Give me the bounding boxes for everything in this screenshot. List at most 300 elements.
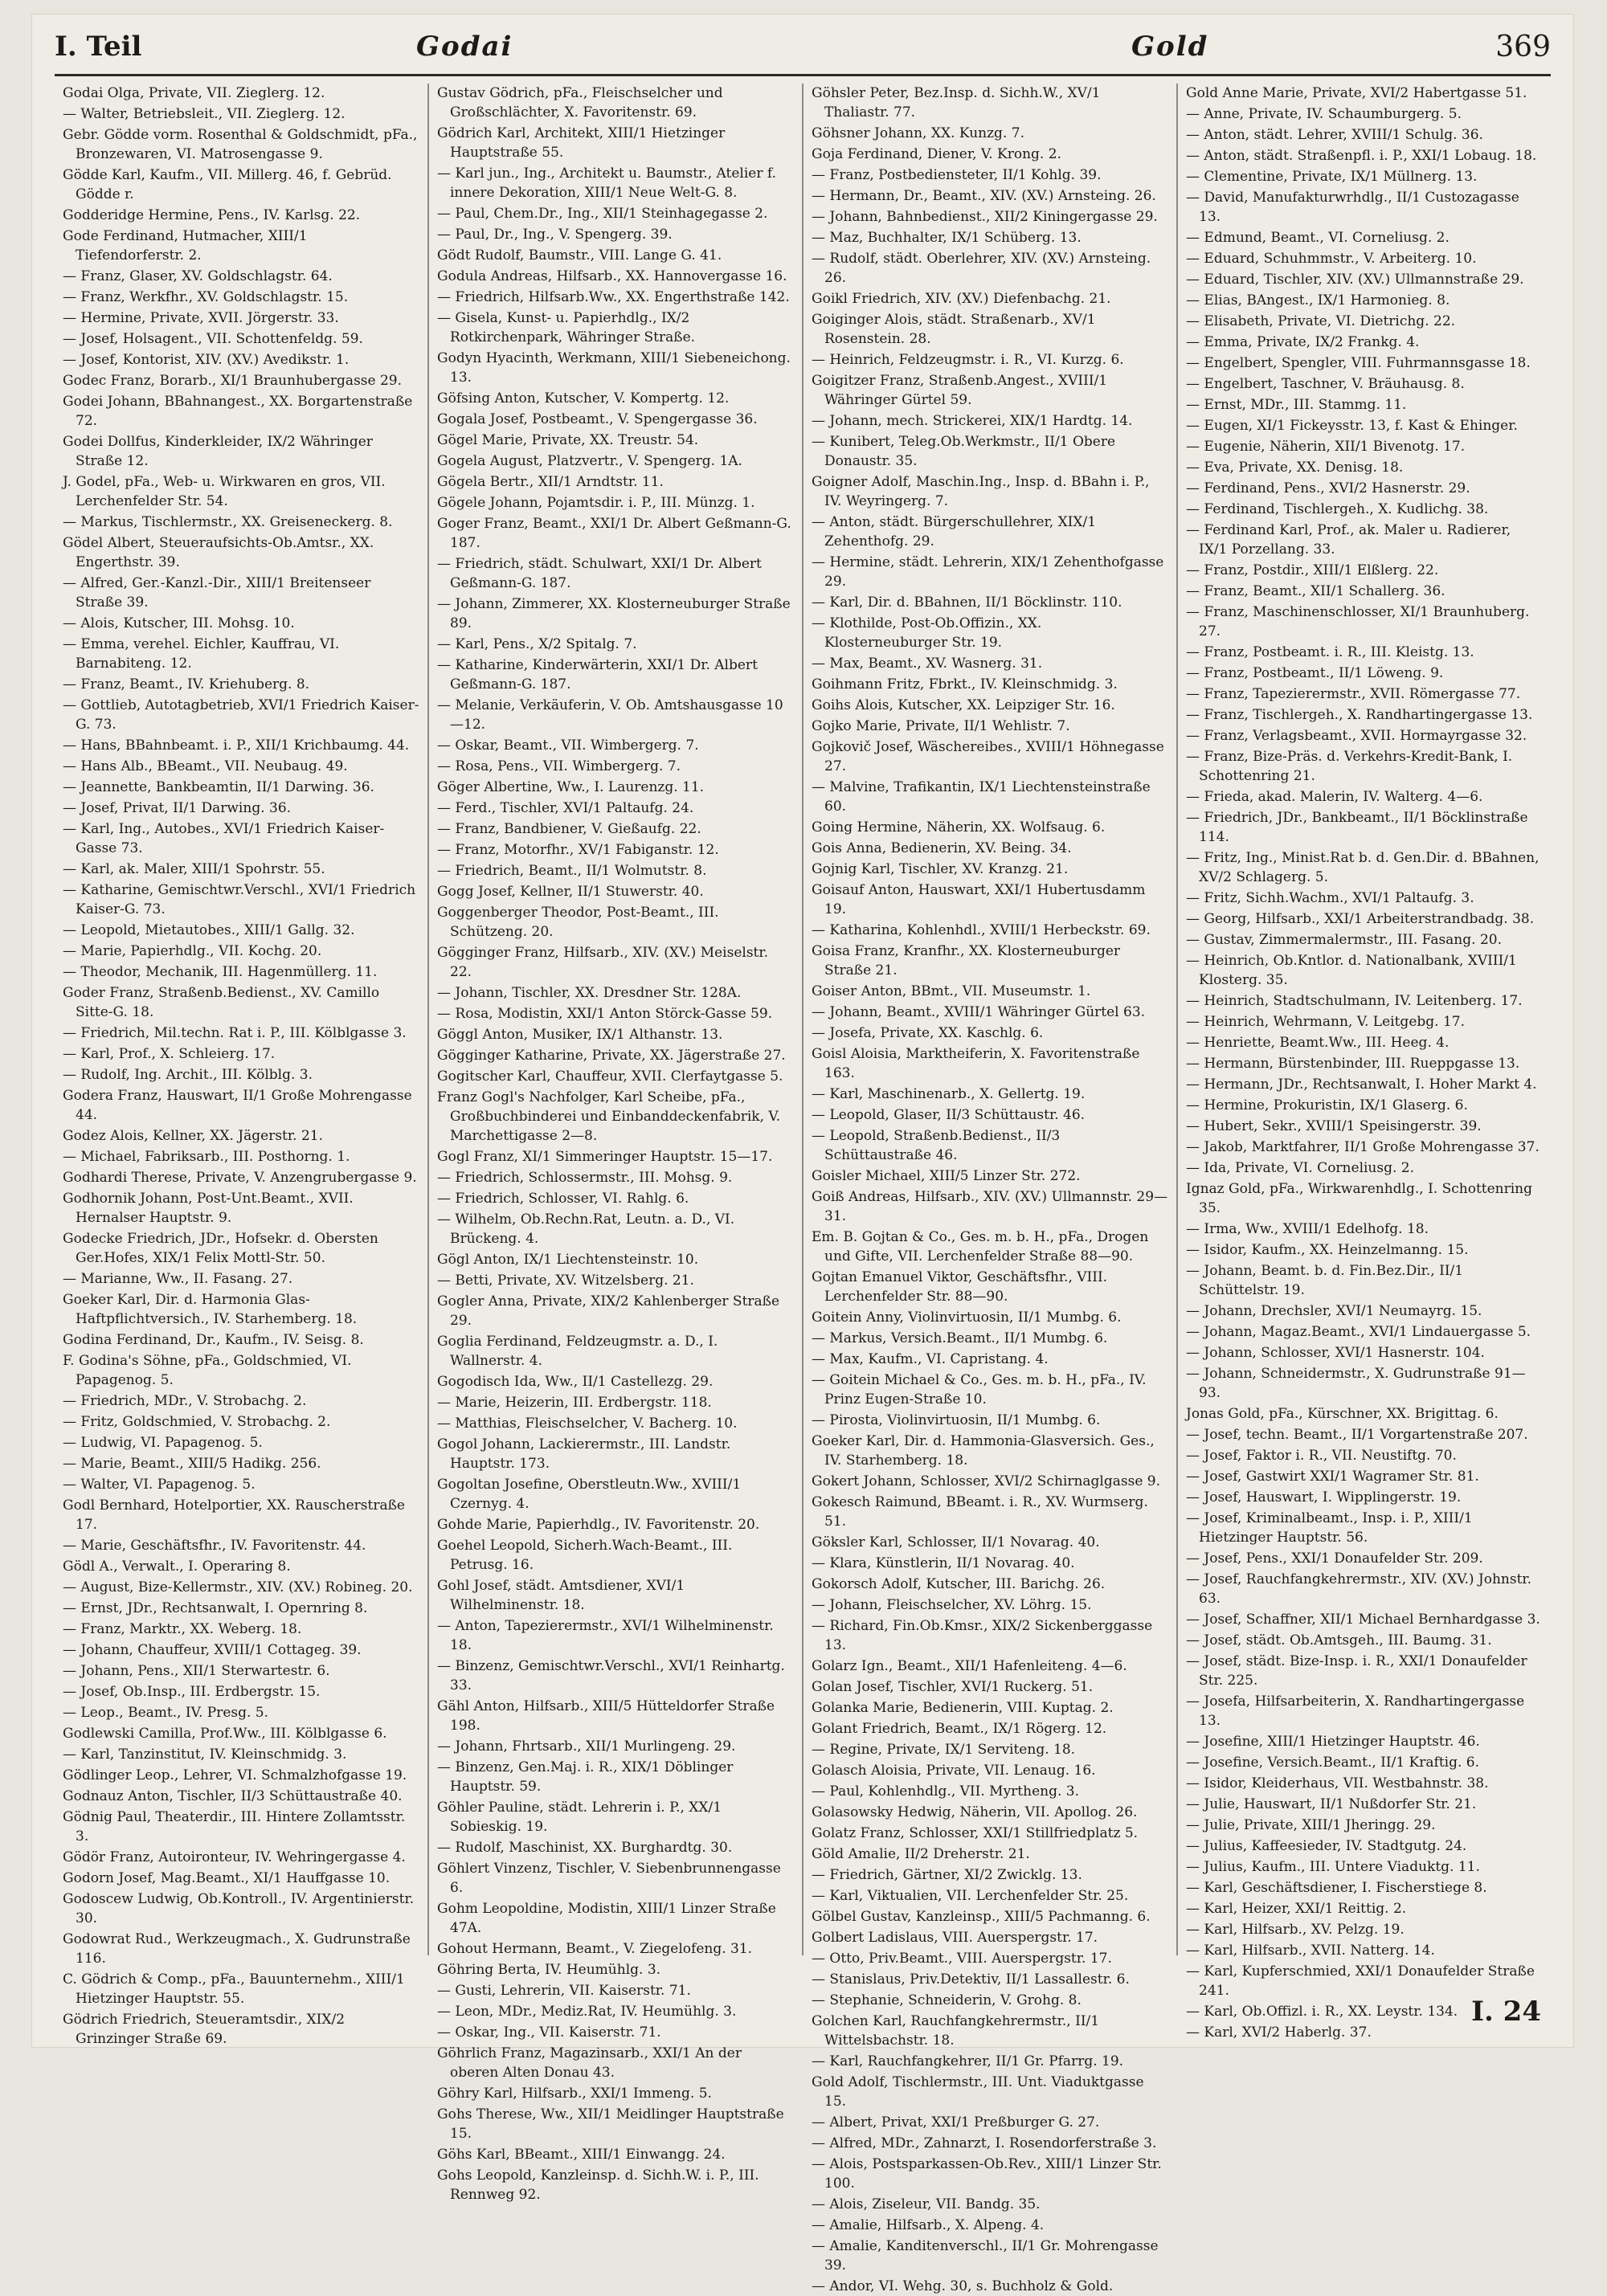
directory-entry: Göhler Pauline, städt. Lehrerin i. P., XX/1 Sobieskig. 19. <box>437 1800 722 1835</box>
directory-entry: — Josef, Ob.Insp., III. Erdbergstr. 15. <box>63 1684 321 1700</box>
directory-entry: Goigner Adolf, Maschin.Ing., Insp. d. BBahn i. P., IV. Weyringerg. 7. <box>812 474 1150 509</box>
header-running-head-left: Godai <box>416 31 513 63</box>
directory-entry: Golan Josef, Tischler, XVI/1 Ruckerg. 51. <box>812 1679 1094 1695</box>
directory-entry: — Markus, Tischlermstr., XX. Greiseneckerg. 8. <box>63 514 393 530</box>
directory-entry: Goiß Andreas, Hilfsarb., XIV. (XV.) Ullmannstr. 29—31. <box>812 1189 1168 1224</box>
directory-entry: — Eugen, XI/1 Fickeysstr. 13, f. Kast & Ehinger. <box>1186 418 1518 434</box>
directory-entry: — Binzenz, Gemischtwr.Verschl., XVI/1 Reinhartg. 33. <box>437 1658 785 1693</box>
directory-entry: — Josef, städt. Ob.Amtsgeh., III. Baumg. 31. <box>1186 1632 1492 1648</box>
directory-entry: — Friedrich, MDr., V. Strobachg. 2. <box>63 1393 307 1409</box>
directory-entry: Gode Ferdinand, Hutmacher, XIII/1 Tiefendorferstr. 2. <box>63 228 308 264</box>
directory-entry: — Hermine, städt. Lehrerin, XIX/1 Zehenthofgasse 29. <box>812 554 1164 590</box>
directory-entry: Gogol Johann, Lackierermstr., III. Landstr. Hauptstr. 173. <box>437 1436 731 1472</box>
directory-entry: — Betti, Private, XV. Witzelsberg. 21. <box>437 1273 694 1289</box>
directory-entry: Gödel Albert, Steueraufsichts-Ob.Amtsr., XX. Engerthstr. 39. <box>63 535 374 570</box>
directory-entry: Gähl Anton, Hilfsarb., XIII/5 Hütteldorfer Straße 198. <box>437 1698 775 1734</box>
directory-entry: — Ferdinand Karl, Prof., ak. Maler u. Radierer, IX/1 Porzellang. 33. <box>1186 522 1511 558</box>
directory-entry: — Amalie, Hilfsarb., X. Alpeng. 4. <box>812 2217 1045 2233</box>
directory-entry: — Franz, Motorfhr., XV/1 Fabiganstr. 12. <box>437 842 719 858</box>
directory-entry: Godowrat Rud., Werkzeugmach., X. Gudrunstraße 116. <box>63 1931 411 1967</box>
directory-entry: — Walter, VI. Papagenog. 5. <box>63 1477 256 1493</box>
directory-entry: Godyn Hyacinth, Werkmann, XIII/1 Siebeneichong. 13. <box>437 350 791 386</box>
directory-entry: — Hans Alb., BBeamt., VII. Neubaug. 49. <box>63 758 348 774</box>
directory-entry: Godoscew Ludwig, Ob.Kontroll., IV. Argentinierstr. 30. <box>63 1891 415 1926</box>
directory-entry: Goeker Karl, Dir. d. Harmonia Glas-Haftpflichtversich., IV. Starhemberg. 18. <box>63 1292 358 1327</box>
directory-entry: Göhlert Vinzenz, Tischler, V. Siebenbrunnengasse 6. <box>437 1861 781 1896</box>
directory-entry: Godecke Friedrich, JDr., Hofsekr. d. Obersten Ger.Hofes, XIX/1 Felix Mottl-Str. 50. <box>63 1231 378 1266</box>
directory-entry: — Anne, Private, IV. Schaumburgerg. 5. <box>1186 106 1462 122</box>
directory-entry: — Hermann, Dr., Beamt., XIV. (XV.) Arnsteing. 26. <box>812 188 1156 204</box>
directory-entry: — Isidor, Kaufm., XX. Heinzelmanng. 15. <box>1186 1242 1469 1258</box>
directory-entry: Goisl Aloisia, Marktheiferin, X. Favoritenstraße 163. <box>812 1046 1140 1081</box>
directory-entry: Gustav Gödrich, pFa., Fleischselcher und Großschlächter, X. Favoritenstr. 69. <box>437 85 723 121</box>
directory-entry: — Franz, Beamt., XII/1 Schallerg. 36. <box>1186 583 1445 599</box>
directory-entry: — Karl, Pens., X/2 Spitalg. 7. <box>437 636 637 652</box>
directory-entry: — Richard, Fin.Ob.Kmsr., XIX/2 Sickenberggasse 13. <box>812 1618 1153 1653</box>
directory-entry: — Karl, Viktualien, VII. Lerchenfelder Str. 25. <box>812 1888 1129 1904</box>
directory-entry: — Alois, Ziseleur, VII. Bandg. 35. <box>812 2196 1041 2212</box>
directory-entry: Godhardi Therese, Private, V. Anzengrubergasse 9. <box>63 1170 417 1186</box>
directory-entry: — Stanislaus, Priv.Detektiv, II/1 Lassallestr. 6. <box>812 1971 1130 1988</box>
directory-entry: — David, Manufakturwrhdlg., II/1 Custozagasse 13. <box>1186 190 1519 225</box>
directory-entry: — Albert, Privat, XXI/1 Preßburger G. 27. <box>812 2114 1100 2131</box>
directory-entry: — Eva, Private, XX. Denisg. 18. <box>1186 460 1404 476</box>
directory-entry: — Paul, Chem.Dr., Ing., XII/1 Steinhagegasse 2. <box>437 206 768 222</box>
directory-entry: — Franz, Postbeamt., II/1 Löweng. 9. <box>1186 665 1444 681</box>
directory-entry: — Ferdinand, Tischlergeh., X. Kudlichg. 38. <box>1186 501 1489 517</box>
directory-entry: Godderidge Hermine, Pens., IV. Karlsg. 22. <box>63 207 361 223</box>
page-header <box>55 26 1551 76</box>
directory-entry: Gogala Josef, Postbeamt., V. Spengergasse 36. <box>437 411 758 427</box>
directory-entry: — Josef, Hauswart, I. Wipplingerstr. 19. <box>1186 1489 1462 1505</box>
directory-entry: — Leop., Beamt., IV. Presg. 5. <box>63 1705 269 1721</box>
directory-entry: Goiginger Alois, städt. Straßenarb., XV/1 Rosenstein. 28. <box>812 312 1096 347</box>
directory-entry: Godlewski Camilla, Prof.Ww., III. Kölblgasse 6. <box>63 1726 387 1742</box>
directory-entry: — Julius, Kaffeesieder, IV. Stadtgutg. 24. <box>1186 1838 1467 1854</box>
directory-entry: Gebr. Gödde vorm. Rosenthal & Goldschmidt, pFa., Bronzewaren, VI. Matrosengasse 9. <box>63 127 418 162</box>
directory-entry: — Franz, Postbeamt. i. R., III. Kleistg. 13. <box>1186 644 1474 660</box>
page-footer-label: I. 24 <box>1471 1996 1541 2028</box>
directory-entry: — Fritz, Goldschmied, V. Strobachg. 2. <box>63 1414 331 1430</box>
directory-entry: Gödl A., Verwalt., I. Operaring 8. <box>63 1559 291 1575</box>
directory-entry: — Eduard, Tischler, XIV. (XV.) Ullmannstraße 29. <box>1186 272 1524 288</box>
directory-entry: — Johann, Tischler, XX. Dresdner Str. 128A. <box>437 985 742 1001</box>
directory-entry: — Stephanie, Schneiderin, V. Grohg. 8. <box>812 1992 1082 2008</box>
directory-entry: Jonas Gold, pFa., Kürschner, XX. Brigittag. 6. <box>1186 1406 1499 1422</box>
directory-entry: — Anton, Tapezierermstr., XVI/1 Wilhelminenstr. 18. <box>437 1618 774 1653</box>
directory-entry: Godei Johann, BBahnangest., XX. Borgartenstraße 72. <box>63 394 413 429</box>
directory-entry: — Gustav, Zimmermalermstr., III. Fasang. 20. <box>1186 932 1502 948</box>
directory-entry: — Elisabeth, Private, VI. Dietrichg. 22. <box>1186 313 1456 329</box>
directory-entry: — Edmund, Beamt., VI. Corneliusg. 2. <box>1186 230 1450 246</box>
directory-entry: — Heinrich, Stadtschulmann, IV. Leitenberg. 17. <box>1186 993 1523 1009</box>
directory-entry: — Josef, Holsagent., VII. Schottenfeldg. 59. <box>63 331 363 347</box>
directory-entry: — Paul, Kohlenhdlg., VII. Myrtheng. 3. <box>812 1783 1079 1800</box>
directory-entry: — Franz, Postdir., XIII/1 Elßlerg. 22. <box>1186 562 1439 578</box>
directory-entry: — Walter, Betriebsleit., VII. Zieglerg. 12. <box>63 106 346 122</box>
directory-entry: Gödde Karl, Kaufm., VII. Millerg. 46, f. Gebrüd. Gödde r. <box>63 167 392 202</box>
directory-entry: — Melanie, Verkäuferin, V. Ob. Amtshausgasse 10—12. <box>437 697 783 733</box>
directory-entry: Gogler Anna, Private, XIX/2 Kahlenberger Straße 29. <box>437 1293 780 1329</box>
directory-entry: — Marie, Heizerin, III. Erdbergstr. 118. <box>437 1395 712 1411</box>
directory-entry: Godez Alois, Kellner, XX. Jägerstr. 21. <box>63 1128 323 1144</box>
directory-entry: — Johann, Schneidermstr., X. Gudrunstraße 91—93. <box>1186 1366 1526 1401</box>
directory-entry: — Hans, BBahnbeamt. i. P., XII/1 Krichbaumg. 44. <box>63 737 410 754</box>
directory-entry: — Josef, techn. Beamt., II/1 Vorgartenstraße 207. <box>1186 1427 1528 1443</box>
directory-entry: — Fritz, Ing., Minist.Rat b. d. Gen.Dir. d. BBahnen, XV/2 Schlagerg. 5. <box>1186 850 1540 885</box>
directory-entry: — Friedrich, städt. Schulwart, XXI/1 Dr. Albert Geßmann-G. 187. <box>437 556 762 591</box>
directory-entry: Godina Ferdinand, Dr., Kaufm., IV. Seisg. 8. <box>63 1332 364 1348</box>
directory-entry: — Maz, Buchhalter, IX/1 Schüberg. 13. <box>812 230 1082 246</box>
directory-entry: Gojkovič Josef, Wäschereibes., XVIII/1 Höhnegasse 27. <box>812 739 1164 774</box>
directory-entry: — Gusti, Lehrerin, VII. Kaiserstr. 71. <box>437 1983 691 1999</box>
directory-entry: — Rudolf, Ing. Archit., III. Kölblg. 3. <box>63 1067 313 1083</box>
column-1 <box>55 84 429 2047</box>
directory-entry: Gogg Josef, Kellner, II/1 Stuwerstr. 40. <box>437 884 704 900</box>
directory-entry: — Friedrich, Gärtner, XI/2 Zwicklg. 13. <box>812 1867 1082 1883</box>
directory-entry: — Pirosta, Violinvirtuosin, II/1 Mumbg. 6. <box>812 1412 1101 1428</box>
directory-entry: — Franz, Bandbiener, V. Gießaufg. 22. <box>437 821 701 837</box>
directory-entry: Gohl Josef, städt. Amtsdiener, XVI/1 Wilhelminenstr. 18. <box>437 1578 685 1613</box>
directory-entry: — Johann, Schlosser, XVI/1 Hasnerstr. 104. <box>1186 1345 1485 1361</box>
directory-entry: — Andor, VI. Wehg. 30, s. Buchholz & Gold. <box>812 2278 1114 2294</box>
directory-entry: Göksler Karl, Schlosser, II/1 Novarag. 40. <box>812 1534 1100 1550</box>
directory-entry: Goihs Alois, Kutscher, XX. Leipziger Str. 16. <box>812 697 1115 713</box>
directory-entry: Gois Anna, Bedienerin, XV. Being. 34. <box>812 840 1072 856</box>
directory-entry: Gölbel Gustav, Kanzleinsp., XIII/5 Pachmanng. 6. <box>812 1909 1151 1925</box>
directory-entry: Golanka Marie, Bedienerin, VIII. Kuptag. 2. <box>812 1700 1114 1716</box>
directory-entry: — Isidor, Kleiderhaus, VII. Westbahnstr. 38. <box>1186 1775 1489 1791</box>
directory-entry: Gohout Hermann, Beamt., V. Ziegelofeng. 31. <box>437 1941 753 1957</box>
directory-entry: Göhry Karl, Hilfsarb., XXI/1 Immeng. 5. <box>437 2086 712 2102</box>
directory-entry: — Ernst, JDr., Rechtsanwalt, I. Opernring 8. <box>63 1600 368 1616</box>
directory-entry: — Oskar, Ing., VII. Kaiserstr. 71. <box>437 2024 661 2041</box>
directory-entry: — Friedrich, Beamt., II/1 Wolmutstr. 8. <box>437 863 707 879</box>
directory-entry: — Fritz, Sichh.Wachm., XVI/1 Paltaufg. 3. <box>1186 890 1474 906</box>
directory-entry: — Karl, Rauchfangkehrer, II/1 Gr. Pfarrg. 19. <box>812 2053 1124 2069</box>
directory-entry: Godula Andreas, Hilfsarb., XX. Hannovergasse 16. <box>437 268 787 284</box>
directory-entry: — Johann, Magaz.Beamt., XVI/1 Lindauergasse 5. <box>1186 1324 1531 1340</box>
directory-entry: Goglia Ferdinand, Feldzeugmstr. a. D., I. Wallnerstr. 4. <box>437 1334 718 1369</box>
directory-entry: — Johann, Zimmerer, XX. Klosterneuburger Straße 89. <box>437 596 791 631</box>
directory-entry: — Heinrich, Wehrmann, V. Leitgebg. 17. <box>1186 1014 1465 1030</box>
directory-entry: Göhs Karl, BBeamt., XIII/1 Einwangg. 24. <box>437 2147 726 2163</box>
directory-entry: Godnauz Anton, Tischler, II/3 Schüttaustraße 40. <box>63 1788 403 1804</box>
directory-entry: — Ludwig, VI. Papagenog. 5. <box>63 1435 263 1451</box>
directory-entry: Gödlinger Leop., Lehrer, VI. Schmalzhofgasse 19. <box>63 1767 407 1783</box>
directory-entry: Goikl Friedrich, XIV. (XV.) Diefenbachg. 21. <box>812 291 1111 307</box>
directory-entry: — Engelbert, Spengler, VIII. Fuhrmannsgasse 18. <box>1186 355 1531 371</box>
directory-entry: — Georg, Hilfsarb., XXI/1 Arbeiterstrandbadg. 38. <box>1186 911 1535 927</box>
directory-entry: — Jakob, Marktfahrer, II/1 Große Mohrengasse 37. <box>1186 1139 1540 1155</box>
directory-entry: Godl Bernhard, Hotelportier, XX. Rauscherstraße 17. <box>63 1497 405 1533</box>
directory-entry: Gögginger Katharine, Private, XX. Jägerstraße 27. <box>437 1048 786 1064</box>
directory-entry: — Katharine, Kinderwärterin, XXI/1 Dr. Albert Geßmann-G. 187. <box>437 657 758 692</box>
directory-entry: — Friedrich, Mil.techn. Rat i. P., III. Kölblgasse 3. <box>63 1025 407 1041</box>
directory-entry: — Karl, Dir. d. BBahnen, II/1 Böcklinstr. 110. <box>812 594 1122 611</box>
directory-entry: Gogodisch Ida, Ww., II/1 Castellezg. 29. <box>437 1374 714 1390</box>
directory-entry: Goisa Franz, Kranfhr., XX. Klosterneuburger Straße 21. <box>812 943 1121 978</box>
directory-entry: — Rosa, Pens., VII. Wimbergerg. 7. <box>437 758 681 774</box>
directory-entry: — Otto, Priv.Beamt., VIII. Auerspergstr. 17. <box>812 1951 1112 1967</box>
directory-entry: Goisauf Anton, Hauswart, XXI/1 Hubertusdamm 19. <box>812 882 1146 917</box>
directory-entry: — Josef, Kontorist, XIV. (XV.) Avedikstr. 1. <box>63 352 350 368</box>
directory-entry: Göfsing Anton, Kutscher, V. Kompertg. 12. <box>437 390 730 406</box>
directory-entry: Göhsler Peter, Bez.Insp. d. Sichh.W., XV/1 Thaliastr. 77. <box>812 85 1101 121</box>
directory-entry: — Paul, Dr., Ing., V. Spengerg. 39. <box>437 227 673 243</box>
directory-entry: — Karl, XVI/2 Haberlg. 37. <box>1186 2024 1372 2041</box>
directory-entry: Gogitscher Karl, Chauffeur, XVII. Clerfaytgasse 5. <box>437 1068 783 1085</box>
directory-entry: Göger Albertine, Ww., I. Laurenzg. 11. <box>437 779 705 795</box>
directory-entry: — Friedrich, Schlosser, VI. Rahlg. 6. <box>437 1191 689 1207</box>
directory-entry: — Franz, Maschinenschlosser, XI/1 Braunhuberg. 27. <box>1186 604 1530 639</box>
directory-entry: — Karl, Ing., Autobes., XVI/1 Friedrich Kaiser-Gasse 73. <box>63 821 385 856</box>
directory-entry: Gödnig Paul, Theaterdir., III. Hintere Zollamtsstr. 3. <box>63 1809 406 1845</box>
directory-entry: — Anton, städt. Straßenpfl. i. P., XXI/1 Lobaug. 18. <box>1186 148 1537 164</box>
directory-entry: Goeker Karl, Dir. d. Hammonia-Glasversich. Ges., IV. Starhemberg. 18. <box>812 1433 1155 1469</box>
directory-entry: — Marianne, Ww., II. Fasang. 27. <box>63 1271 293 1287</box>
directory-entry: — Rosa, Modistin, XXI/1 Anton Störck-Gasse 59. <box>437 1006 773 1022</box>
directory-entry: — Jeannette, Bankbeamtin, II/1 Darwing. 36. <box>63 779 374 795</box>
directory-entry: Golasowsky Hedwig, Näherin, VII. Apollog. 26. <box>812 1804 1138 1820</box>
directory-entry: Goder Franz, Straßenb.Bedienst., XV. Camillo Sitte-G. 18. <box>63 985 380 1020</box>
directory-entry: — Franz, Verlagsbeamt., XVII. Hormayrgasse 32. <box>1186 728 1527 744</box>
directory-entry: Gögl Anton, IX/1 Liechtensteinstr. 10. <box>437 1252 699 1268</box>
directory-entry: — Karl, Maschinenarb., X. Gellertg. 19. <box>812 1086 1086 1102</box>
directory-entry: Gold Anne Marie, Private, XVI/2 Habertgasse 51. <box>1186 85 1527 101</box>
directory-entry: Gohs Leopold, Kanzleinsp. d. Sichh.W. i. P., III. Rennweg 92. <box>437 2167 759 2203</box>
directory-entry: — Kunibert, Teleg.Ob.Werkmstr., II/1 Obere Donaustr. 35. <box>812 434 1116 469</box>
directory-entry: Gödör Franz, Autoironteur, IV. Wehringergasse 4. <box>63 1849 406 1865</box>
directory-entry: Golasch Aloisia, Private, VII. Lenaug. 16. <box>812 1763 1096 1779</box>
directory-entry: — Ferd., Tischler, XVI/1 Paltaufg. 24. <box>437 800 694 816</box>
directory-entry: Gogl Franz, XI/1 Simmeringer Hauptstr. 15—17. <box>437 1149 773 1165</box>
directory-entry: Gohde Marie, Papierhdlg., IV. Favoritenstr. 20. <box>437 1517 760 1533</box>
directory-entry: — Johann, Chauffeur, XVIII/1 Cottageg. 39. <box>63 1642 362 1658</box>
directory-entry: Goiser Anton, BBmt., VII. Museumstr. 1. <box>812 983 1091 999</box>
directory-entry: Godhornik Johann, Post-Unt.Beamt., XVII. Hernalser Hauptstr. 9. <box>63 1191 354 1226</box>
directory-entry: — Julius, Kaufm., III. Untere Viaduktg. 11. <box>1186 1859 1480 1875</box>
directory-entry: Golant Friedrich, Beamt., IX/1 Rögerg. 12. <box>812 1721 1107 1737</box>
directory-entry: — Julie, Private, XIII/1 Jheringg. 29. <box>1186 1817 1436 1833</box>
directory-entry: — Franz, Werkfhr., XV. Goldschlagstr. 15. <box>63 289 349 305</box>
directory-entry: — Josef, städt. Bize-Insp. i. R., XXI/1 Donaufelder Str. 225. <box>1186 1653 1527 1689</box>
directory-entry: — Katharina, Kohlenhdl., XVIII/1 Herbeckstr. 69. <box>812 922 1151 938</box>
directory-entry: — Karl, Prof., X. Schleierg. 17. <box>63 1046 276 1062</box>
directory-entry: — Binzenz, Gen.Maj. i. R., XIX/1 Döblinger Hauptstr. 59. <box>437 1759 734 1795</box>
directory-entry: Goigitzer Franz, Straßenb.Angest., XVIII/1 Währinger Gürtel 59. <box>812 373 1108 408</box>
directory-entry: — Gottlieb, Autotagbetrieb, XVI/1 Friedrich Kaiser-G. 73. <box>63 697 419 733</box>
directory-entry: — Josef, Gastwirt XXI/1 Wagramer Str. 81. <box>1186 1469 1479 1485</box>
directory-entry: — Marie, Papierhdlg., VII. Kochg. 20. <box>63 943 322 959</box>
directory-entry: — Karl, Geschäftsdiener, I. Fischerstiege 8. <box>1186 1880 1487 1896</box>
directory-entry: — Marie, Beamt., XIII/5 Hadikg. 256. <box>63 1456 321 1472</box>
directory-entry: Gohm Leopoldine, Modistin, XIII/1 Linzer Straße 47A. <box>437 1901 776 1936</box>
directory-entry: — Markus, Versich.Beamt., II/1 Mumbg. 6. <box>812 1330 1108 1346</box>
directory-entry: Godorn Josef, Mag.Beamt., XI/1 Hauffgasse 10. <box>63 1870 391 1886</box>
directory-entry: — Wilhelm, Ob.Rechn.Rat, Leutn. a. D., VI. Brückeng. 4. <box>437 1211 735 1247</box>
directory-entry: — Friedrich, JDr., Bankbeamt., II/1 Böcklinstraße 114. <box>1186 810 1528 845</box>
directory-entry: Goihmann Fritz, Fbrkt., IV. Kleinschmidg. 3. <box>812 676 1118 692</box>
directory-entry: — Josef, Faktor i. R., VII. Neustiftg. 70. <box>1186 1448 1457 1464</box>
directory-entry: — Karl, Ob.Offizl. i. R., XX. Leystr. 134. <box>1186 2004 1458 2020</box>
directory-entry: Goja Ferdinand, Diener, V. Krong. 2. <box>812 146 1061 162</box>
directory-entry: — Josef, Rauchfangkehrermstr., XIV. (XV.) Johnstr. 63. <box>1186 1571 1532 1607</box>
directory-entry: Gögele Johann, Pojamtsdir. i. P., III. Münzg. 1. <box>437 495 755 511</box>
directory-entry: — Hermine, Prokuristin, IX/1 Glaserg. 6. <box>1186 1097 1468 1113</box>
directory-entry: F. Godina's Söhne, pFa., Goldschmied, VI. Papagenog. 5. <box>63 1353 352 1388</box>
directory-entry: Gold Adolf, Tischlermstr., III. Unt. Viaduktgasse 15. <box>812 2074 1144 2110</box>
directory-entry: Golbert Ladislaus, VIII. Auerspergstr. 17. <box>812 1930 1098 1946</box>
directory-entry: Gokesch Raimund, BBeamt. i. R., XV. Wurmserg. 51. <box>812 1494 1148 1530</box>
directory-entry: Goisler Michael, XIII/5 Linzer Str. 272. <box>812 1168 1081 1184</box>
directory-entry: Gogoltan Josefine, Oberstleutn.Ww., XVIII/1 Czernyg. 4. <box>437 1477 742 1512</box>
directory-entry: — Franz, Tapezierermstr., XVII. Römergasse 77. <box>1186 686 1521 702</box>
directory-entry: — Max, Kaufm., VI. Capristang. 4. <box>812 1351 1049 1367</box>
directory-entry: — Leopold, Straßenb.Bedienst., II/3 Schüttaustraße 46. <box>812 1128 1061 1163</box>
directory-entry: — Josef, Schaffner, XII/1 Michael Bernhardgasse 3. <box>1186 1612 1540 1628</box>
header-part-label: I. Teil <box>55 31 142 63</box>
directory-entry: — Franz, Glaser, XV. Goldschlagstr. 64. <box>63 268 333 284</box>
directory-entry: — Friedrich, Hilfsarb.Ww., XX. Engerthstraße 142. <box>437 289 790 305</box>
header-running-head-right: Gold <box>1131 31 1209 63</box>
directory-entry: — Eduard, Schuhmmstr., V. Arbeiterg. 10. <box>1186 251 1477 267</box>
directory-entry: — Johann, Fleischselcher, XV. Löhrg. 15. <box>812 1597 1092 1613</box>
directory-entry: — Josefa, Hilfsarbeiterin, X. Randhartingergasse 13. <box>1186 1693 1525 1729</box>
directory-entry: — Josefa, Private, XX. Kaschlg. 6. <box>812 1025 1044 1041</box>
directory-entry: — Leopold, Mietautobes., XIII/1 Gallg. 32. <box>63 922 355 938</box>
directory-entry: Godera Franz, Hauswart, II/1 Große Mohrengasse 44. <box>63 1088 412 1123</box>
directory-entry: J. Godel, pFa., Web- u. Wirkwaren en gros, VII. Lerchenfelder Str. 54. <box>63 474 386 509</box>
directory-entry: — Friedrich, Schlossermstr., III. Mohsg. 9. <box>437 1170 733 1186</box>
directory-entry: — Franz, Beamt., IV. Kriehuberg. 8. <box>63 676 310 692</box>
directory-entry: Goitein Anny, Violinvirtuosin, II/1 Mumbg. 6. <box>812 1309 1122 1326</box>
directory-entry: — Heinrich, Ob.Kntlor. d. Nationalbank, XVIII/1 Klosterg. 35. <box>1186 953 1517 988</box>
directory-entry: — Karl, Heizer, XXI/1 Reittig. 2. <box>1186 1901 1407 1917</box>
directory-entry: — Josef, Kriminalbeamt., Insp. i. P., XIII/1 Hietzinger Hauptstr. 56. <box>1186 1510 1473 1546</box>
directory-entry: Gögginger Franz, Hilfsarb., XIV. (XV.) Meiselstr. 22. <box>437 945 769 980</box>
directory-entry: Gögel Marie, Private, XX. Treustr. 54. <box>437 432 699 448</box>
directory-entry: — Anton, städt. Bürgerschullehrer, XIX/1 Zehenthofg. 29. <box>812 514 1097 549</box>
directory-page <box>32 14 1573 2294</box>
directory-entry: Göggl Anton, Musiker, IX/1 Althanstr. 13. <box>437 1027 723 1043</box>
directory-entry: Godec Franz, Borarb., XI/1 Braunhubergasse 29. <box>63 373 403 389</box>
directory-entry: — Katharine, Gemischtwr.Verschl., XVI/1 Friedrich Kaiser-G. 73. <box>63 882 416 917</box>
directory-entry: Golchen Karl, Rauchfangkehrermstr., II/1 Wittelsbachstr. 18. <box>812 2013 1100 2049</box>
directory-entry: — Alois, Postsparkassen-Ob.Rev., XIII/1 Linzer Str. 100. <box>812 2156 1162 2192</box>
directory-entry: Gojnig Karl, Tischler, XV. Kranzg. 21. <box>812 861 1069 877</box>
directory-entry: — Gisela, Kunst- u. Papierhdlg., IX/2 Rotkirchenpark, Währinger Straße. <box>437 310 696 345</box>
directory-entry: Goger Franz, Beamt., XXI/1 Dr. Albert Geßmann-G. 187. <box>437 516 791 551</box>
directory-entry: Franz Gogl's Nachfolger, Karl Scheibe, pFa., Großbuchbinderei und Einbanddeckenfabrik, V. Marchettigasse 2—8. <box>437 1089 781 1144</box>
directory-entry: Gohs Therese, Ww., XII/1 Meidlinger Hauptstraße 15. <box>437 2106 784 2142</box>
column-3 <box>804 84 1178 2294</box>
directory-entry: — Matthias, Fleischselcher, V. Bacherg. 10. <box>437 1416 738 1432</box>
directory-entry: — Johann, Pens., XII/1 Sterwartestr. 6. <box>63 1663 330 1679</box>
directory-entry: — Franz, Bize-Präs. d. Verkehrs-Kredit-Bank, I. Schottenring 21. <box>1186 749 1513 784</box>
directory-entry: — Karl, Hilfsarb., XVII. Natterg. 14. <box>1186 1943 1435 1959</box>
directory-entry: — Klothilde, Post-Ob.Offizin., XX. Klosterneuburger Str. 19. <box>812 615 1042 651</box>
directory-entry: Goehel Leopold, Sicherh.Wach-Beamt., III. Petrusg. 16. <box>437 1538 733 1573</box>
directory-entry: — Julie, Hauswart, II/1 Nußdorfer Str. 21. <box>1186 1796 1477 1812</box>
directory-entry: Gojtan Emanuel Viktor, Geschäftsfhr., VIII. Lerchenfelder Str. 88—90. <box>812 1269 1108 1305</box>
directory-entry: Godai Olga, Private, VII. Zieglerg. 12. <box>63 85 325 101</box>
directory-entry: — Karl, ak. Maler, XIII/1 Spohrstr. 55. <box>63 861 325 877</box>
directory-entry: — Josef, Pens., XXI/1 Donaufelder Str. 209. <box>1186 1550 1483 1567</box>
directory-entry: — Klara, Künstlerin, II/1 Novarag. 40. <box>812 1555 1075 1571</box>
directory-entry: — Anton, städt. Lehrer, XVIII/1 Schulg. 36. <box>1186 127 1483 143</box>
directory-entry: Golatz Franz, Schlosser, XXI/1 Stillfriedplatz 5. <box>812 1825 1139 1841</box>
directory-entry: — Rudolf, städt. Oberlehrer, XIV. (XV.) Arnsteing. 26. <box>812 251 1151 286</box>
directory-entry: — Ida, Private, VI. Corneliusg. 2. <box>1186 1160 1415 1176</box>
directory-entry: — August, Bize-Kellermstr., XIV. (XV.) Robineg. 20. <box>63 1579 413 1595</box>
directory-entry: — Karl, Tanzinstitut, IV. Kleinschmidg. 3. <box>63 1747 347 1763</box>
directory-entry: Godei Dollfus, Kinderkleider, IX/2 Währinger Straße 12. <box>63 434 373 469</box>
directory-entry: Ignaz Gold, pFa., Wirkwarenhdlg., I. Schottenring 35. <box>1186 1181 1533 1216</box>
directory-entry: — Heinrich, Feldzeugmstr. i. R., VI. Kurzg. 6. <box>812 352 1124 368</box>
directory-entry: — Elias, BAngest., IX/1 Harmonieg. 8. <box>1186 292 1450 308</box>
column-2 <box>429 84 804 2203</box>
directory-entry: Going Hermine, Näherin, XX. Wolfsaug. 6. <box>812 819 1106 835</box>
directory-entry: Goggenberger Theodor, Post-Beamt., III. Schützeng. 20. <box>437 905 719 940</box>
directory-entry: Golarz Ign., Beamt., XII/1 Hafenleiteng. 4—6. <box>812 1658 1127 1674</box>
directory-entry: — Goitein Michael & Co., Ges. m. b. H., pFa., IV. Prinz Eugen-Straße 10. <box>812 1372 1147 1407</box>
directory-entry: — Karl jun., Ing., Architekt u. Baumstr., Atelier f. innere Dekoration, XIII/1 Neue Welt-G. 8. <box>437 165 776 201</box>
directory-entry: — Emma, verehel. Eichler, Kauffrau, VI. Barnabiteng. 12. <box>63 636 340 672</box>
directory-entry: — Irma, Ww., XVIII/1 Edelhofg. 18. <box>1186 1221 1429 1237</box>
directory-entry: Göhring Berta, IV. Heumühlg. 3. <box>437 1962 661 1978</box>
directory-entry: — Franz, Tischlergeh., X. Randhartingergasse 13. <box>1186 707 1533 723</box>
directory-entry: Gödrich Karl, Architekt, XIII/1 Hietzinger Hauptstraße 55. <box>437 125 726 161</box>
directory-entry: Gokert Johann, Schlosser, XVI/2 Schirnaglgasse 9. <box>812 1473 1161 1489</box>
directory-entry: — Ernst, MDr., III. Stammg. 11. <box>1186 397 1407 413</box>
directory-entry: — Emma, Private, IX/2 Frankg. 4. <box>1186 334 1420 350</box>
directory-entry: Göhsner Johann, XX. Kunzg. 7. <box>812 125 1024 141</box>
directory-entry: — Hermann, Bürstenbinder, III. Rueppgasse 13. <box>1186 1056 1520 1072</box>
directory-entry: — Hermann, JDr., Rechtsanwalt, I. Hoher Markt 4. <box>1186 1077 1537 1093</box>
directory-entry: — Regine, Private, IX/1 Serviteng. 18. <box>812 1742 1076 1758</box>
directory-entry: — Franz, Postbediensteter, II/1 Kohlg. 39. <box>812 167 1102 183</box>
directory-entry: — Johann, Fhrtsarb., XII/1 Murlingeng. 29. <box>437 1738 736 1755</box>
directory-entry: — Leon, MDr., Mediz.Rat, IV. Heumühlg. 3. <box>437 2004 737 2020</box>
directory-entry: — Max, Beamt., XV. Wasnerg. 31. <box>812 656 1043 672</box>
directory-entry: Gojko Marie, Private, II/1 Wehlistr. 7. <box>812 718 1070 734</box>
directory-entry: Göhrlich Franz, Magazinsarb., XXI/1 An der oberen Alten Donau 43. <box>437 2045 742 2081</box>
directory-entry: — Theodor, Mechanik, III. Hagenmüllerg. 11. <box>63 964 378 980</box>
directory-entry: — Franz, Marktr., XX. Weberg. 18. <box>63 1621 302 1637</box>
directory-entry: — Karl, Kupferschmied, XXI/1 Donaufelder Straße 241. <box>1186 1963 1535 1999</box>
directory-entry: C. Gödrich & Comp., pFa., Bauunternehm., XIII/1 Hietzinger Hauptstr. 55. <box>63 1971 405 2007</box>
directory-entry: — Josefine, XIII/1 Hietzinger Hauptstr. 46. <box>1186 1734 1480 1750</box>
directory-entry: — Alfred, MDr., Zahnarzt, I. Rosendorferstraße 3. <box>812 2135 1157 2151</box>
directory-entry: — Rudolf, Maschinist, XX. Burghardtg. 30. <box>437 1840 733 1856</box>
directory-entry: — Alfred, Ger.-Kanzl.-Dir., XIII/1 Breitenseer Straße 39. <box>63 575 371 611</box>
directory-entry: Em. B. Gojtan & Co., Ges. m. b. H., pFa., Drogen und Gifte, VII. Lerchenfelder Straße 88—90. <box>812 1229 1149 1264</box>
directory-entry: — Clementine, Private, IX/1 Müllnerg. 13. <box>1186 169 1478 185</box>
directory-entry: — Frieda, akad. Malerin, IV. Walterg. 4—6. <box>1186 789 1483 805</box>
directory-entry: Gödrich Friedrich, Steueramtsdir., XIX/2 Grinzinger Straße 69. <box>63 2012 346 2047</box>
directory-entry: — Leopold, Glaser, II/3 Schüttaustr. 46. <box>812 1107 1086 1123</box>
directory-entry: Gogela August, Platzvertr., V. Spengerg. 1A. <box>437 453 742 469</box>
header-page-number: 369 <box>1495 31 1551 63</box>
directory-entry: — Johann, Beamt. b. d. Fin.Bez.Dir., II/1 Schüttelstr. 19. <box>1186 1263 1464 1298</box>
directory-entry: — Johann, Drechsler, XVI/1 Neumayrg. 15. <box>1186 1303 1482 1319</box>
directory-entry: — Michael, Fabriksarb., III. Posthorng. 1. <box>63 1149 350 1165</box>
directory-entry: — Johann, Bahnbedienst., XII/2 Kiningergasse 29. <box>812 209 1158 225</box>
directory-entry: — Malvine, Trafikantin, IX/1 Liechtensteinstraße 60. <box>812 779 1151 815</box>
directory-entry: — Engelbert, Taschner, V. Bräuhausg. 8. <box>1186 376 1465 392</box>
directory-entry: — Oskar, Beamt., VII. Wimbergerg. 7. <box>437 737 699 754</box>
